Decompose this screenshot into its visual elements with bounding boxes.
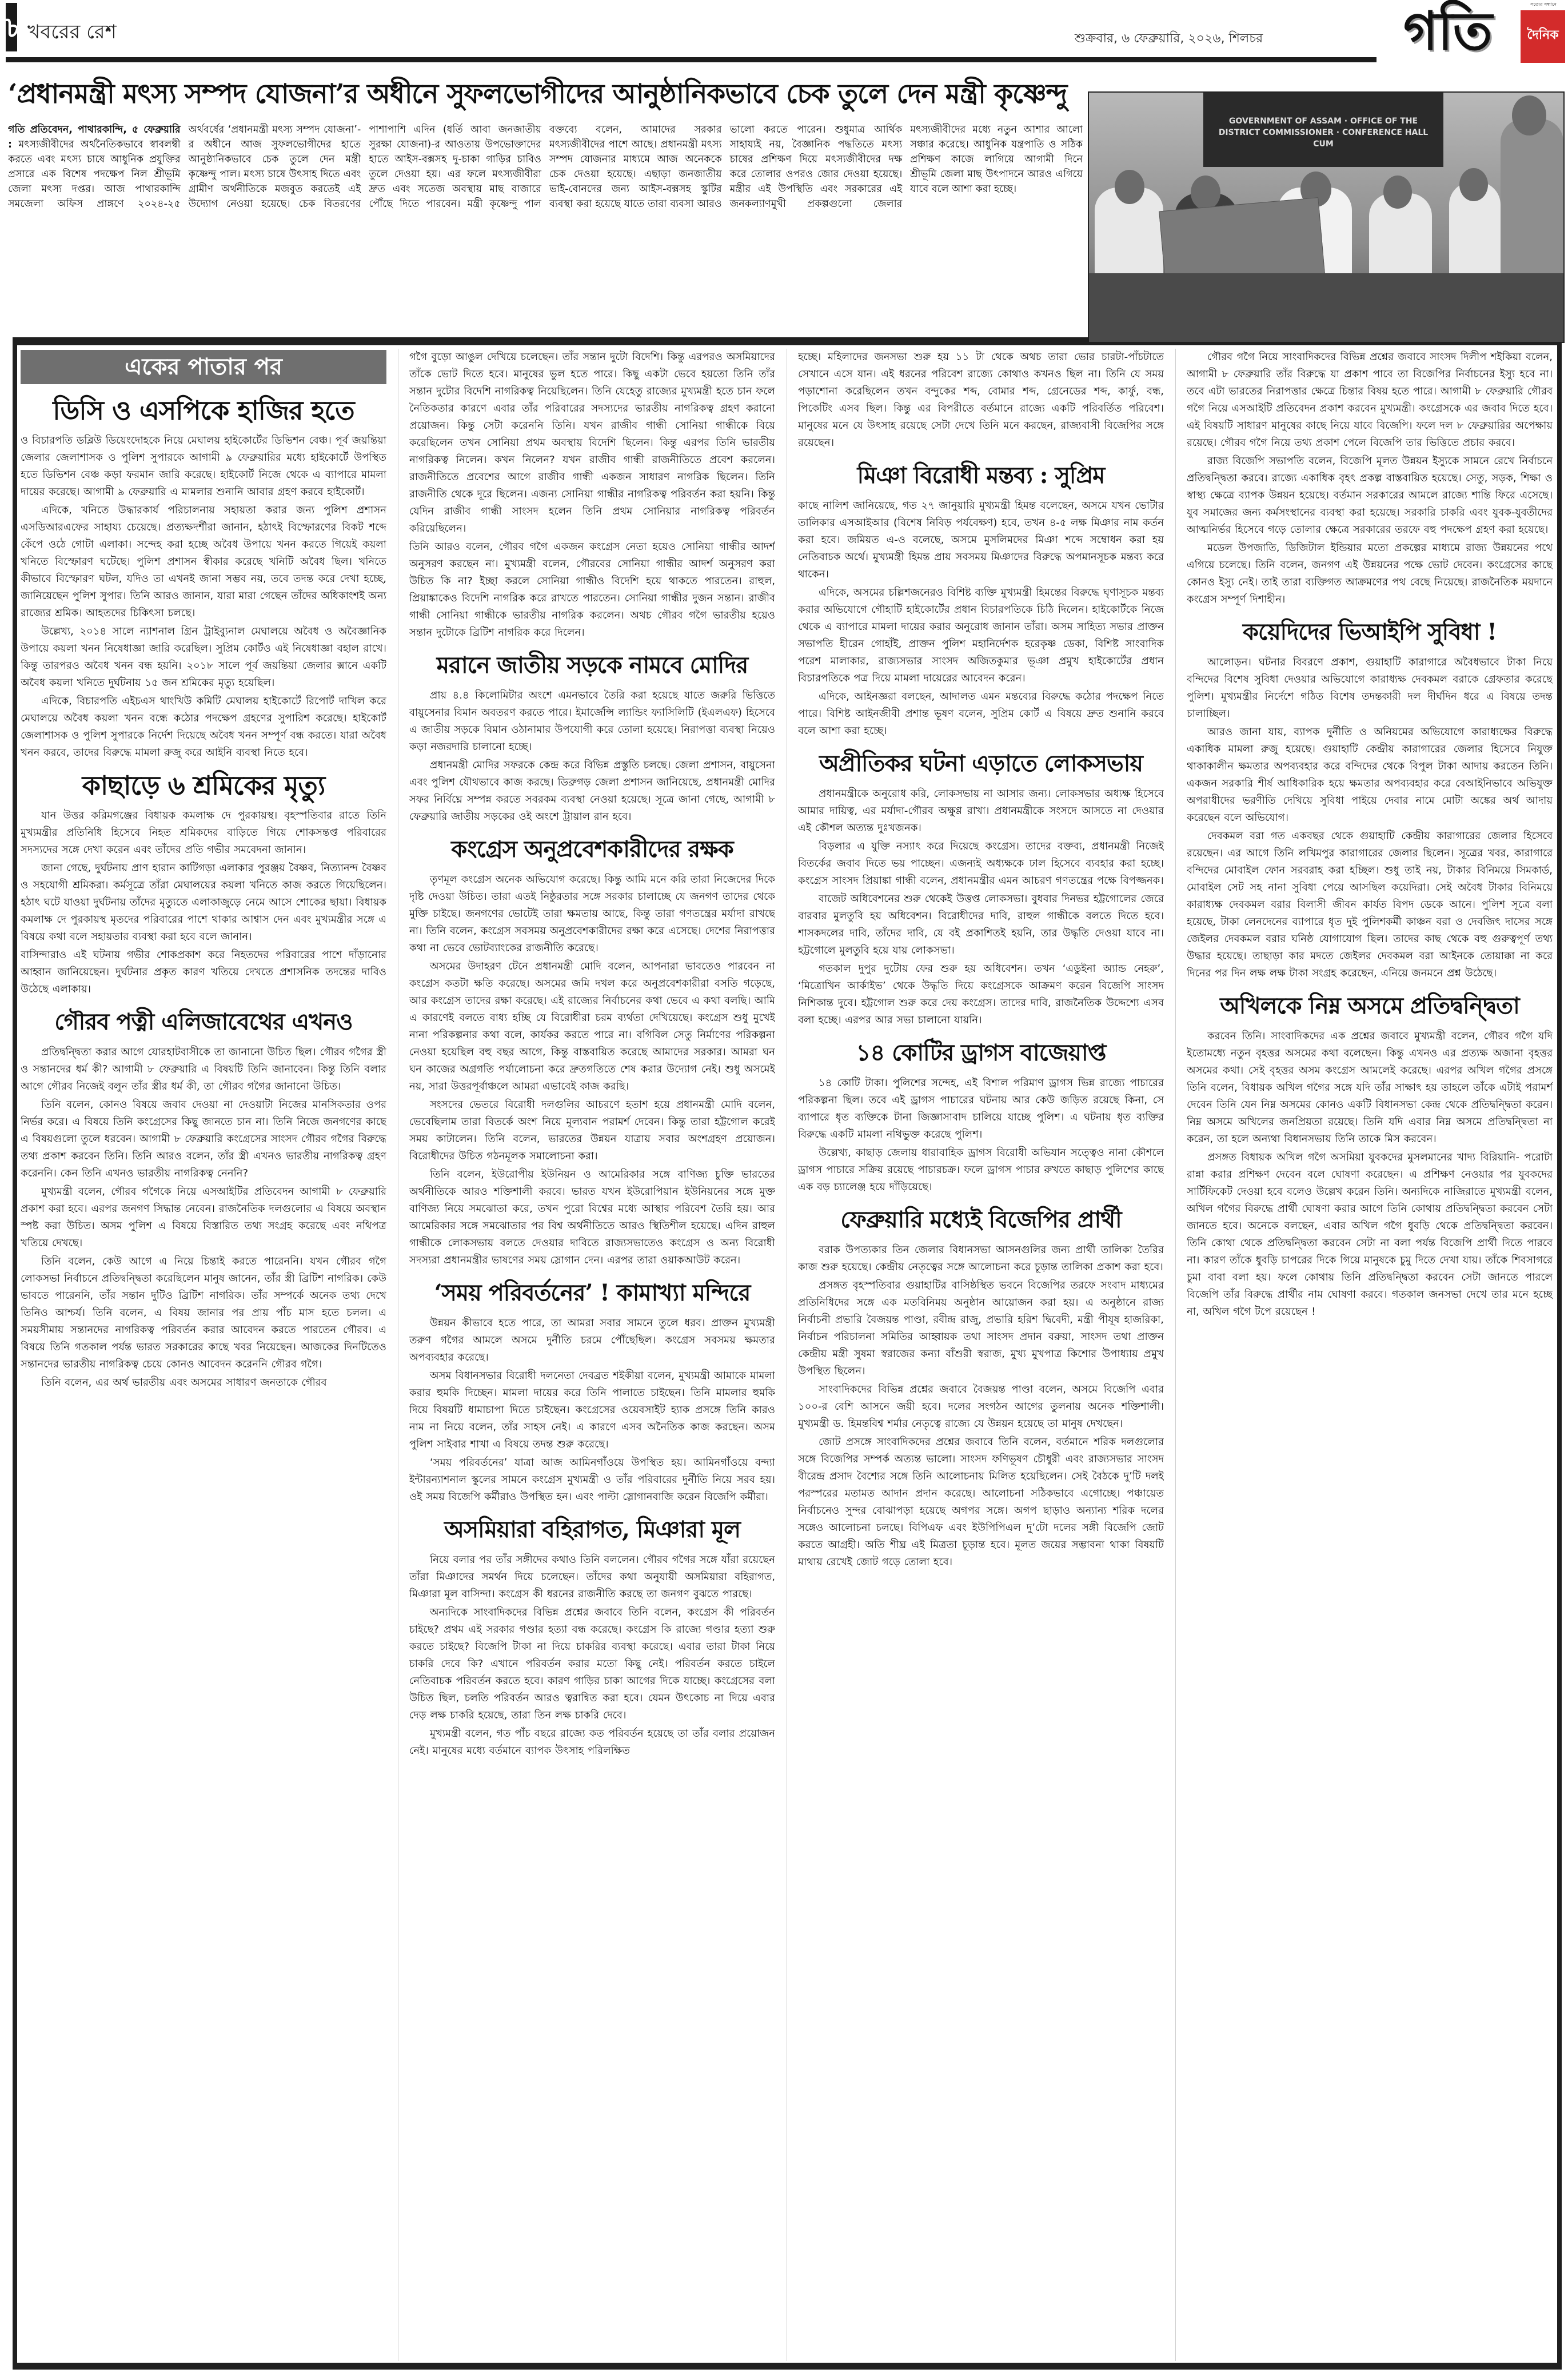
masthead [0, 0, 1568, 67]
story-paragraph: অসমের উদাহরণ টেনে প্রধানমন্ত্রী মোদি বলেন, আপনারা ভাবতেও পারবেন না কংগ্রেস কতটা ক্ষতি করেছে। অসমের জমি দখল করে অনুপ্রবেশকারীরা বসতি গড়েছে, আর কংগ্রেস তাদের রক্ষা করেছে। এই রাজ্যের নির্বাচনের কথা ভেবে এ কথা বলছি। আমি এ কারণেই বলতে বাধ্য হচ্ছি যে বিরোধীরা চরম ব্যর্থতা দেখিয়েছে। কংগ্রেস শুধু মুখেই নানা পরিকল্পনার কথা বলে, কার্যকর করতে পারে না। বগিবিল সেতু নির্মাণের পরিকল্পনা নেওয়া হয়েছিল বহু বছর আগে, কিন্তু বাস্তবায়িত করেছে আমাদের সরকার। আমরা ঘন ঘন কাজের অগ্রগতি পর্যালোচনা করে দ্রুতগতিতে শেষ করার উদ্যোগ নেই। শুধু অসমেই নয়, সারা উত্তরপূর্বাঞ্চলে আমরা এভাবেই কাজ করছি। [409, 960, 775, 1092]
story-bjp-candidates [798, 1202, 1164, 1571]
logo-tagline: সত্যের সন্ধানে [1530, 2, 1557, 7]
logo-dainik-badge: দৈনিক [1521, 10, 1565, 63]
photo-table [1089, 273, 1563, 342]
story-paragraph: যান উত্তর করিমগঞ্জের বিধায়ক কমলাক্ষ দে পুরকায়স্থ। বৃহস্পতিবার রাতে তিনি মুখ্যমন্ত্রীর প্রতিনিধি হিসেবে নিহত শ্রমিকদের বাড়িতে গিয়ে শোকসন্তপ্ত পরিবারের সদস্যদের সঙ্গে দেখা করেন এবং তাঁদের প্রতি গভীর সমবেদনা জানান। [21, 809, 386, 856]
story-paragraph: দেবকমল বরা গত একবছর থেকে গুয়াহাটি কেন্দ্রীয় কারাগারের জেলার হিসেবে রয়েছেন। এর আগে তিনি লখিমপুর কারাগারের জেলার ছিলেন। সূত্রের খবর, কারাগারে বন্দিদের মোবাইল ফোন সরবরাহ করা হচ্ছিল। শুধু তাই নয়, টাকার বিনিময়ে সিমকার্ড, মোবাইল সেট সহ নানা সুবিধা পেয়ে আসছিল কয়েদিরা। সেই অবৈধ টাকার বিনিময়ে কারাধ্যক্ষ দেবকমল বরার বিলাসী জীবন কার্যত বিপদ ডেকে আনে। পুলিশ সূত্রে বলা হয়েছে, টাকা লেনদেনের ব্যাপারে ধৃত দুই পুলিশকর্মী কাঞ্চন বরা ও দেবজিৎ দাসের সঙ্গে জেইলর দেবকমল বরার ঘনিষ্ঠ যোগাযোগ ছিল। তাদের কাছ থেকে বহু গুরুত্বপূর্ণ তথ্য উদ্ধার হয়েছে। তাছাড়া কার মদতে জেইলর দেবকমল বরা আইনকে তোয়াক্কা না করে দিনের পর দিন লক্ষ লক্ষ টাকা সংগ্রহ করেছেন, এনিয়ে জনমনে প্রশ্ন উঠেছে। [1187, 830, 1553, 979]
story-paragraph: জানা গেছে, দুর্ঘটনায় প্রাণ হারান কাটিগড়া এলাকার পুরঞ্জয় বৈষ্ণব, নিত্যানন্দ বৈষ্ণব ও সহযোগী শ্রমিকরা। কর্মসূত্রে তাঁরা মেঘালয়ের কয়লা খনিতে কাজ করতে গিয়েছিলেন। হঠাৎ ঘটে যাওয়া দুর্ঘটনায় তাঁদের মৃত্যুতে এলাকাজুড়ে নেমে আসে শোকের ছায়া। বিধায়ক কমলাক্ষ দে পুরকায়স্থ মৃতদের পরিবারের পাশে থাকার আশ্বাস দেন এবং মুখ্যমন্ত্রীর সঙ্গে এ বিষয়ে কথা বলে সহায়তার ব্যবস্থা করা হবে বলে জানান। [21, 862, 386, 943]
story-headline: অপ্রীতিকর ঘটনা এড়াতে লোকসভায় [819, 750, 1143, 777]
story-paragraph: প্রসঙ্গত বৃহস্পতিবার গুয়াহাটির বাসিষ্ঠস্থিত ভবনে বিজেপির তরফে সংবাদ মাধ্যমের প্রতিনিধিদের সঙ্গে এক মতবিনিময় অনুষ্ঠান আয়োজন করা হয়। এ অনুষ্ঠানে রাজ্য নির্বাচনী প্রভারি বৈজয়ন্ত পাণ্ডা, রবীন্দ্র রাজু, প্রভারি হরিশ দ্বিবেদী, মন্ত্রী পীযূষ হাজরিকা, নির্বাচন পরিচালনা সমিতির আহ্বায়ক তথা সাংসদ প্রদান বরুয়া, সাংসদ তথা প্রাক্তন কেন্দ্রীয় মন্ত্রী সুষমা স্বরাজের কন্যা বাঁশুরী স্বরাজ, মুখ্য মুখপাত্র কিশোর উপাধ্যায় প্রমুখ উপস্থিত ছিলেন। [798, 1279, 1164, 1377]
story-drugs-seized [798, 1035, 1164, 1196]
story-paragraph: উল্লেখ্য, কাছাড় জেলায় ধারাবাহিক ড্রাগস বিরোধী অভিযান সত্ত্বেও নানা কৌশলে ড্রাগস পাচারে সক্রিয় রয়েছে পাচারচক্র। ফলে ড্রাগস পাচার রুখতে কাছাড় পুলিশের কাছে এক বড় চ্যালেঞ্জ হয়ে দাঁড়িয়েছে। [798, 1147, 1164, 1193]
story-paragraph: আলোড়ন। ঘটনার বিবরণে প্রকাশ, গুয়াহাটি কারাগারে অবৈধভাবে টাকা নিয়ে বন্দিদের বিশেষ সুবিধা দেওয়ার অভিযোগে কারাধ্যক্ষ দেবকমল বরাকে গ্রেফতার করেছে পুলিশ। মুখ্যমন্ত্রীর নির্দেশে গঠিত বিশেষ তদন্তকারী দল দীর্ঘদিন ধরে এ বিষয়ে তদন্ত চালাচ্ছিল। [1187, 656, 1553, 720]
lead-dateline: গতি প্রতিবেদন, পাথারকান্দি, ৫ ফেব্রুয়ারি : [8, 124, 181, 150]
story-paragraph: উল্লেখ্য, ২০১৪ সালে ন্যাশনাল গ্রিন ট্রাইব্যুনাল মেঘালয়ে অবৈধ ও অবৈজ্ঞানিক উপায়ে কয়লা খনন নিষেধাজ্ঞা জারি করেছিল। সুপ্রিম কোর্টও এই নিষেধাজ্ঞা বহাল রাখে। কিন্তু তারপরও অবৈধ খনন বন্ধ হয়নি। ২০১৮ সালে পূর্ব জয়ন্তিয়া জেলার ক্সানে একটি অবৈধ কয়লা খনিতে দুর্ঘটনায় ১৫ জন শ্রমিকের মৃত্যু হয়েছিল। [21, 625, 386, 689]
story-headline: কয়েদিদের ভিআইপি সুবিধা ! [1243, 619, 1497, 645]
story-paragraph: প্রধানমন্ত্রীকে অনুরোধ করি, লোকসভায় না আসার জন্য। লোকসভার অধ্যক্ষ হিসেবে আমার দায়িত্ব, এর মর্যাদা-গৌরব অক্ষুণ্ণ রাখা। প্রধানমন্ত্রীকে সংসদে আসতে না দেওয়ার এই কৌশল অত্যন্ত দুঃখজনক। [798, 788, 1164, 834]
column-4 [1187, 349, 1553, 2361]
section-name: খবরের রেশ [27, 21, 117, 43]
story-paragraph: মুখ্যমন্ত্রী বলেন, গত পাঁচ বছরে রাজ্যে কত পরিবর্তন হয়েছে তা তাঁর বলার প্রয়োজন নেই। মানুষের মধ্যে বর্তমানে ব্যাপক উৎসাহ পরিলক্ষিত [409, 1728, 775, 1757]
column-divider [1175, 349, 1176, 2361]
photo-person-head [1191, 176, 1220, 210]
story-paragraph: তিনি বলেন, কোনও বিষয়ে জবাব দেওয়া না দেওয়াটা নিজের মানসিকতার ওপর নির্ভর করে। এ বিষয়ে তিনি কংগ্রেসের কিছু জানতে চান না। তিনি নিজে জনগণের কাছে এ বিষয়গুলো তুলে ধরবেন। আগামী ৮ ফেব্রুয়ারি কংগ্রেসের সাংসদ গৌরব গগৈর বিরুদ্ধে তথ্য প্রকাশ করবেন তিনি। তিনি আরও বলেন, তাঁর স্ত্রী এখনও ভারতীয় নাগরিকত্ব গ্রহণ করেননি। কেন তিনি এখনও ভারতীয় নাগরিকত্ব নেননি? [21, 1099, 386, 1179]
story-headline: অখিলকে নিম্ন অসমে প্রতিদ্বন্দ্বিতা [1220, 992, 1519, 1019]
story-paragraph: বরাক উপত্যকার তিন জেলার বিধানসভা আসনগুলির জন্য প্রার্থী তালিকা তৈরির কাজ শুরু হয়েছে। কেন্দ্রীয় নেতৃত্বের সঙ্গে আলোচনা করে চূড়ান্ত তালিকা প্রকাশ করা হবে। [798, 1244, 1164, 1273]
story-paragraph: প্রসঙ্গত বিধায়ক অখিল গগৈ অসমিয়া যুবকদের মুসলমানের খাদ্য বিরিয়ানি- পরোটা রান্না করার প্রশিক্ষণ দেবেন বলে ঘোষণা করেছেন। এ প্রশিক্ষণ নেওয়ার পর যুবকদের সার্টিফিকেট দেওয়া হবে বলেও উল্লেখ করেন তিনি। অন্যদিকে নাজিরাতে মুখ্যমন্ত্রী বলেন, অখিল গগৈর বিরুদ্ধে প্রার্থী ঘোষণা করার আগে তিনি কোথায় প্রতিদ্বন্দ্বিতা করবেন সেটা জানতে হবে। অনেকে বলছেন, এবার অখিল গগৈ ধুবড়ি থেকে প্রতিদ্বন্দ্বিতা করবেন। তিনি কোথা থেকে প্রতিদ্বন্দ্বিতা করবেন সেটা না বলা পর্যন্ত বিজেপি প্রার্থী দিতে পারবে না। কারণ তাঁকে ধুবড়ি চাপরের দিকে গিয়ে মানুষকে চুমু দিতে দেখা যায়। তাঁকে শিবসাগরে চুমা বাবা বলা হয়। ফলে কোথায় তিনি প্রতিদ্বন্দ্বিতা করবেন সেটা জানতে পারলে বিজেপি তাঁর বিরুদ্ধে প্রার্থীর নাম ঘোষণা করবে। গতকাল জনসভা দেখে তার মনে হচ্ছে না, অখিল গগৈ টপে রয়েছেন ! [1187, 1151, 1553, 1318]
story-moran-highway [409, 647, 775, 825]
story-headline: মরানে জাতীয় সড়কে নামবে মোদির [436, 652, 748, 679]
story-paragraph: বাজেট অধিবেশনের শুরু থেকেই উত্তপ্ত লোকসভা। বুধবার দিনভর হট্টগোলের জেরে বারবার মুলতুবি হয় অধিবেশন। বিরোধীদের দাবি, রাহুল গান্ধীকে বলতে দিতে হবে। শাসকদলের দাবি, তাঁদের দাবি, যে বই প্রকাশিতই হয়নি, তার উদ্ধৃতি দেওয়া যাবে না। হট্টগোলে মুলতুবি হয়ে যায় লোকসভা। [798, 893, 1164, 956]
photo-person-head [1459, 168, 1488, 201]
story-paragraph: ‘সময় পরিবর্তনের’ যাত্রা আজ আমিনগাঁওয়ে উপস্থিত হয়। আমিনগাঁওয়ে বন্দ্যা ইন্টারন্যাশনাল স্কুলের সামনে কংগ্রেস মুখ্যমন্ত্রী ও তাঁর পরিবারের দুর্নীতি নিয়ে সরব হয়। ওই সময় বিজেপি কর্মীরাও উপস্থিত হন। এবং পাল্টা স্লোগানবাজি করেন বিজেপি কর্মীরা। [409, 1457, 775, 1503]
story-paragraph: ১৪ কোটি টাকা। পুলিশের সন্দেহ, এই বিশাল পরিমাণ ড্রাগস ভিন্ন রাজ্যে পাচারের পরিকল্পনা ছিল। তবে এই ড্রাগস পাচারের ঘটনায় আর কেউ জড়িত রয়েছে কিনা, সে ব্যাপারে ধৃত ব্যক্তিকে টানা জিজ্ঞাসাবাদ চালিয়ে যাচ্ছে পুলিশ। এ ঘটনায় ধৃত ব্যক্তির বিরুদ্ধে একটি মামলা নথিভুক্ত করেছে পুলিশ। [798, 1077, 1164, 1140]
header-rule [6, 57, 1377, 62]
column-3 [798, 349, 1164, 2361]
story-paragraph: ও বিচারপতি ডব্লিউ ডিয়েংদোহকে নিয়ে মেঘালয় হাইকোর্টের ডিভিশন বেঞ্চ। পূর্ব জয়ন্তিয়া জেলার জেলাশাসক ও পুলিশ সুপারকে আগামী ৯ ফেব্রুয়ারির মধ্যে হাইকোর্টে উপস্থিত হতে ডিভিশন বেঞ্চ কড়া ফরমান জারি করেছে। হাইকোর্ট নিজে থেকে এ ব্যাপারে মামলা দায়ের করেছে। আগামী ৯ ফেব্রুয়ারি এ মামলার শুনানি আবার গ্রহণ করবে হাইকোর্ট। [21, 434, 386, 498]
story-dc-sp [21, 392, 386, 761]
story-paragraph: করবেন তিনি। সাংবাদিকদের এক প্রশ্নের জবাবে মুখ্যমন্ত্রী বলেন, গৌরব গগৈ যদি ইতোমধ্যে নতুন বৃহত্তর অসমের কথা বলেছেন। কিন্তু এখনও এর প্রত্যক্ষ অজানা বৃহত্তর অসমের কথা। সেই বৃহত্তর অসম কংগ্রেস আমলেই করেছে। এরপর অখিল গগৈর প্রসঙ্গে তিনি বলেন, বিধায়ক অখিল গগৈর সঙ্গে যদি তাঁর সাক্ষাৎ হয় তাহলে তাঁকে এটাই পরামর্শ দেবেন তিনি যেন নিম্ন অসমের কোনও একটি বিধানসভা কেন্দ্র থেকে প্রতিদ্বন্দ্বিতা করেন। নিম্ন অসমে অখিলের জনপ্রিয়তা রয়েছে। তিনি যদি এবার নিম্ন অসমে প্রতিদ্বন্দ্বিতা না করেন, তা হলে অন্যথা বিধানসভায় তিনি তাকে মিস করবেন। [1187, 1030, 1553, 1145]
story-paragraph: রাজ্য বিজেপি সভাপতি বলেন, বিজেপি মূলত উন্নয়ন ইস্যুকে সামনে রেখে নির্বাচনে প্রতিদ্বন্দ্বিতা করবে। রাজ্যে একাধিক বৃহৎ প্রকল্প বাস্তবায়িত হয়েছে। সেতু, সড়ক, শিক্ষা ও স্বাস্থ্য ক্ষেত্রে ব্যাপক উন্নয়ন হয়েছে। বর্তমান সরকারের আমলে রাজ্যে শান্তি ফিরে এসেছে। যুব সমাজের জন্য কর্মসংস্থানের ব্যবস্থা করা হয়েছে। সরকারি চাকরি এবং যুবক-যুবতীদের আত্মনির্ভর হিসেবে গড়ে তোলার ক্ষেত্রে সরকারের তরফে বহু পদক্ষেপ গ্রহণ করা হয়েছে। [1187, 455, 1553, 536]
continued-banner: একের পাতার পর [21, 350, 386, 384]
photo-person-head [1383, 176, 1412, 209]
story-paragraph: সংসদের ভেতরে বিরোধী দলগুলির আচরণে হতাশ হয়ে প্রধানমন্ত্রী মোদি বলেন, ভেবেছিলাম তারা বিতর্কে অংশ নিয়ে মূল্যবান পরামর্শ দেবেন। কিন্তু তারা হট্টগোল করেই সময় কাটালেন। তিনি বলেন, ভারতের উন্নয়ন যাত্রায় সবার অংশগ্রহণ প্রয়োজন। বিরোধীদের উচিত গঠনমূলক সমালোচনা করা। [409, 1099, 775, 1162]
column-1 [21, 389, 386, 2355]
story-paragraph: নিয়ে বলার পর তাঁর সঙ্গীদের কথাও তিনি বললেন। গৌরব গগৈর সঙ্গে যাঁরা রয়েছেন তাঁরা মিঞাদের সমর্থন দিয়ে চলেছেন। তাঁদের কথা অনুযায়ী অসমিয়ারা বহিরাগত, মিঞারা মূল বাসিন্দা। কংগ্রেস কী ধরনের রাজনীতি করছে তা জনগণ বুঝতে পারছে। [409, 1554, 775, 1600]
story-paragraph: গৌরব গগৈ নিয়ে সাংবাদিকদের বিভিন্ন প্রশ্নের জবাবে সাংসদ দিলীপ শইকিয়া বলেন, আগামী ৮ ফেব্রুয়ারি তাঁর বিরুদ্ধে যা প্রকাশ পাবে তা বিজেপির নির্বাচনের ইস্যু হবে না। তবে এটা ভারতের নিরাপত্তার ক্ষেত্রে চিন্তার বিষয় হতে পারে। আগামী ৮ ফেব্রুয়ারি গৌরব গগৈ নিয়ে এসআইটি প্রতিবেদন প্রকাশ করবেন মুখ্যমন্ত্রী। কংগ্রেসকে এর জবাব দিতে হবে। এই বিষয়টি সাধারণ মানুষের কাছে নিয়ে যাবে বিজেপি। ফলে দল ৮ ফেব্রুয়ারির অপেক্ষায় রয়েছে। গৌরব গগৈ নিয়ে তথ্য প্রকাশ পেলে বিজেপি তার ভিত্তিতে প্রচার করবে। [1187, 351, 1553, 449]
page-number: ৮ [6, 11, 25, 44]
story-paragraph: বাসিন্দারাও এই ঘটনায় গভীর শোকপ্রকাশ করে নিহতদের পরিবারের পাশে দাঁড়ানোর আহ্বান জানিয়েছেন। দুর্ঘটনার প্রকৃত কারণ খতিয়ে দেখতে প্রশাসনিক তদন্তের দাবিও উঠেছে এলাকায়। [21, 949, 386, 995]
story-paragraph: এদিকে, খনিতে উদ্ধারকার্য পরিচালনায় সহায়তা করার জন্য পুলিশ প্রশাসন এসডিআরএফের সাহায্য চেয়েছে। প্রত্যক্ষদর্শীরা জানান, হঠাৎই বিস্ফোরণের বিকট শব্দে কেঁপে ওঠে গোটা এলাকা। সন্দেহ করা হচ্ছে অবৈধ উপায়ে খনন করতে গিয়েই কয়লা খনিতে বিস্ফোরণ ঘটেছে। পুলিশ প্রশাসন স্বীকার করেছে খনিটি অবৈধ ছিল। খনিতে কীভাবে বিস্ফোরণ ঘটল, যদিও তা এখনই জানা সম্ভব নয়, তবে তদন্ত করে দেখা হচ্ছে, জানিয়েছেন পুলিশ সুপার। তিনি আরও জানান, যারা মারা গেছেন তাঁদের অধিকাংশই অন্য রাজ্যের শ্রমিক। আহতদের চিকিৎসা চলছে। [21, 504, 386, 619]
story-assamese-outsiders [409, 1511, 775, 1760]
story-bjp-continued [1187, 349, 1553, 608]
photo-person-head [1512, 95, 1546, 135]
story-gaurav-continued [409, 349, 775, 641]
story-loksabha [798, 745, 1164, 1029]
story-paragraph: তিনি বলেন, কেউ আগে এ নিয়ে চিন্তাই করতে পারেননি। যখন গৌরব গগৈ লোকসভা নির্বাচনে প্রতিদ্বন্দ্বিতা করেছিলেন মানুষ জানেন, তাঁর স্ত্রী ব্রিটিশ নাগরিক। কেউ ভাবতে পারেননি, তাঁর সন্তান দুটিও ব্রিটিশ নাগরিক। তাঁর সম্পর্কে অনেক তথ্য দেখে তিনিও আশ্চর্য। তিনি বলেন, এ বিষয় জানার পর প্রায় পাঁচ মাস হতে চলল। এ সময়সীমায় সন্তানদের নাগরিকত্ব পরিবর্তন করার আবেদন করতে পারতেন গৌরব। এ বিষয়ে তিনি গতকাল পর্যন্ত ভারত সরকারের কাছে খবর নিয়েছেন। আজকের দিনটিতেও সন্তানদের ভারতীয় নাগরিকত্ব চেয়ে কোনও আবেদন করেননি গৌরব গগৈ। [21, 1255, 386, 1370]
column-2 [409, 349, 775, 2361]
story-headline: ফেব্রুয়ারি মধ্যেই বিজেপির প্রার্থী [840, 1206, 1122, 1233]
story-paragraph: তৃণমূল কংগ্রেস অনেক অভিযোগ করেছে। কিন্তু আমি মনে করি তারা নিজেদের দিকে দৃষ্টি দেওয়া উচিত। তারা এতই নিষ্ঠুরতার সঙ্গে সরকার চালাচ্ছে যে জনগণ তাদের থেকে মুক্তি চাইছে। জনগণের ভোটেই তারা ক্ষমতায় আছে, কিন্তু তারা গণতন্ত্রের মর্যাদা রাখছে না। তিনি বলেন, কংগ্রেস সবসময় অনুপ্রবেশকারীদের রক্ষা করে এসেছে। দেশের নিরাপত্তার কথা না ভেবে ভোটব্যাংকের রাজনীতি করেছে। [409, 874, 775, 954]
date-line: শুক্রবার, ৬ ফেব্রুয়ারি, ২০২৬, শিলচর [1075, 31, 1263, 46]
story-paragraph: গগৈ বুড়ো আঙুল দেখিয়ে চলেছেন। তাঁর সন্তান দুটো বিদেশি। কিন্তু এরপরও অসমিয়াদের তাঁকে ভোট দিতে হবে। মানুষের ভুল হতে পারে। কিছু একটা ভেবে হয়তো তিনি তাঁর সন্তান দুটোর বিদেশি নাগরিকত্ব নিয়েছিলেন। তিনি যেহেতু রাজ্যের মুখ্যমন্ত্রী হতে চান ফলে নৈতিকতার কারণে এবার তাঁর পরিবারের সদস্যদের ভারতীয় নাগরিকত্ব গ্রহণ করানো প্রয়োজন। কিন্তু সেটা করেননি তিনি। যখন রাজীব গান্ধী সোনিয়া গান্ধীকে বিয়ে করেছিলেন তখন সোনিয়া প্রথম অবস্থায় বিদেশি ছিলেন। কিন্তু এরপর তিনি ভারতীয় নাগরিকত্ব নিলেন। কখন নিলেন? যখন রাজীব গান্ধী রাজনীতিতে প্রবেশ করলেন। রাজনীতিতে প্রবেশের আগে রাজীব গান্ধী একজন সাধারণ নাগরিক ছিলেন। তিনি রাজনীতি থেকে দূরে ছিলেন। এজন্য সোনিয়া গান্ধীর নাগরিকত্ব পরিবর্তন করা হয়নি। কিন্তু যেদিন রাজীব গান্ধী সাংসদ হলেন তিনি প্রথম সোনিয়ার নাগরিকত্ব পরিবর্তন করিয়েছিলেন। [409, 351, 775, 535]
story-headline: ডিসি ও এসপিকে হাজির হতে [53, 395, 354, 426]
story-paragraph: কাছে নালিশ জানিয়েছে, গত ২৭ জানুয়ারি মুখ্যমন্ত্রী হিমন্ত বলেছেন, অসমে যখন ভোটার তালিকার এসআইআর (বিশেষ নিবিড় পর্যবেক্ষণ) হবে, তখন ৪-৫ লক্ষ মিঞার নাম কর্তন করা হবে। জমিয়ত এ-ও বলেছে, অসমে মুসলিমদের মিঞা শব্দে সম্বোধন করা হয় নেতিবাচক অর্থে। মুখ্যমন্ত্রী হিমন্ত প্রায় সবসময় মিঞাদের বিরুদ্ধে অপমানসূচক মন্তব্য করে থাকেন। [798, 500, 1164, 580]
story-paragraph: প্রধানমন্ত্রী মোদির সফরকে কেন্দ্র করে বিভিন্ন প্রস্তুতি চলছে। জেলা প্রশাসন, বায়ুসেনা এবং পুলিশ যৌথভাবে কাজ করছে। ডিব্রুগড় জেলা প্রশাসন জানিয়েছে, প্রধানমন্ত্রী মোদির সফর নির্বিঘ্নে সম্পন্ন করতে সবরকম ব্যবস্থা নেওয়া হয়েছে। সূত্রে জানা গেছে, আগামী ৮ ফেব্রুয়ারি জাতীয় সড়কের ওই অংশে ট্রায়াল রান হবে। [409, 759, 775, 823]
story-assamese-continued [798, 349, 1164, 452]
story-paragraph: প্রায় ৪.৪ কিলোমিটার অংশে এমনভাবে তৈরি করা হয়েছে যাতে জরুরি ভিত্তিতে বায়ুসেনার বিমান অবতরণ করতে পারে। ইমার্জেন্সি ল্যান্ডিং ফ্যাসিলিটি (ইএলএফ) হিসেবে এ জাতীয় সড়কে বিমান ওঠানামার উপযোগী করে তোলা হয়েছে। নিরাপত্তা ব্যবস্থা নিয়েও কড়া নজরদারি চালানো হচ্ছে। [409, 689, 775, 753]
story-paragraph: আরও জানা যায়, ব্যাপক দুর্নীতি ও অনিয়মের অভিযোগে কারাধ্যক্ষের বিরুদ্ধে একাধিক মামলা রুজু হয়েছে। গুয়াহাটি কেন্দ্রীয় কারাগারের জেলার হিসেবে নিযুক্ত থাকাকালীন ক্ষমতার অপব্যবহার করে বন্দিদের থেকে বিপুল টাকা আদায় করতেন তিনি। একজন সরকারি শীর্ষ আধিকারিক হয়ে ক্ষমতার অপব্যবহার করে বেআইনিভাবে অভিযুক্ত অপরাধীদের ভরণীতি দেখিয়ে সুবিধা পাইয়ে দেবার নামে মোটা অঙ্কের অর্থ আদায় করেছেন বলে অভিযোগ। [1187, 726, 1553, 824]
story-paragraph: সাংবাদিকদের বিভিন্ন প্রশ্নের জবাবে বৈজয়ন্ত পাণ্ডা বলেন, অসমে বিজেপি এবার ১০০-র বেশি আসনে জয়ী হবে। দলের সংগঠন আগের তুলনায় অনেক শক্তিশালী। মুখ্যমন্ত্রী ড. হিমন্তবিশ্ব শর্মার নেতৃত্বে রাজ্যে যে উন্নয়ন হয়েছে তা মানুষ দেখছেন। [798, 1383, 1164, 1430]
story-paragraph: প্রতিদ্বন্দ্বিতা করার আগে যোরহাটবাসীকে তা জানানো উচিত ছিল। গৌরব গগৈর স্ত্রী ও সন্তানদের ধর্ম কী? আগামী ৮ ফেব্রুয়ারি এ বিষয়টি তিনি জানাবেন। কিন্তু তিনি বলার আগে গৌরব নিজেই বলুন তাঁর স্ত্রীর ধর্ম কী, তা গৌরব গগৈর জানানো উচিত। [21, 1046, 386, 1092]
story-paragraph: তিনি বলেন, ইউরোপীয় ইউনিয়ন ও আমেরিকার সঙ্গে বাণিজ্য চুক্তি ভারতের অর্থনীতিকে আরও শক্তিশালী করবে। ভারত যখন ইউরোপিয়ান ইউনিয়নের সঙ্গে মুক্ত বাণিজ্য নিয়ে সমঝোতা করে, তখন পুরো বিশ্বের মধ্যে আস্থার পরিবেশ তৈরি হয়। আর আমেরিকার সঙ্গে সমঝোতার পর বিশ্ব অর্থনীতিতে আরও স্থিতিশীল হয়েছে। এদিন রাহুল গান্ধীকে লোকসভায় বলতে দেওয়ার দাবিতে রাজ্যসভাতেও কংগ্রেস ও অন্য বিরোধী সদস্যরা প্রধানমন্ত্রীর ভাষণের সময় স্লোগান দেন। এরপর তারা ওয়াকআউট করেন। [409, 1168, 775, 1266]
story-paragraph: মুখ্যমন্ত্রী বলেন, গৌরব গগৈকে নিয়ে এসআইটির প্রতিবেদন আগামী ৮ ফেব্রুয়ারি প্রকাশ করা হবে। এরপর জনগণ সিদ্ধান্ত নেবেন। রাজনৈতিক দলগুলোর এ বিষয়ে অবস্থান স্পষ্ট করা উচিত। অসম পুলিশ এ বিষয়ে বিস্তারিত তথ্য সংগ্রহ করেছে এবং নথিপত্র খতিয়ে দেখছে। [21, 1186, 386, 1249]
lead-headline: ‘প্রধানমন্ত্রী মৎস্য সম্পদ যোজনা’র অধীনে সুফলভোগীদের আনুষ্ঠানিকভাবে চেক তুলে দেন মন্ত্রী কৃষ্ণেন্দু [8, 78, 1067, 110]
lead-photo [1088, 91, 1565, 343]
story-cachar-workers [21, 767, 386, 998]
story-headline: কাছাড়ে ৬ শ্রমিকের মৃত্যু [82, 770, 325, 801]
story-paragraph: মডেল উপজাতি, ডিজিটাল ইন্ডিয়ার মতো প্রকল্পের মাধ্যমে রাজ্য উন্নয়নের পথে এগিয়ে চলেছে। তিনি বলেন, জনগণ এই উন্নয়নের পক্ষে ভোট দেবেন। কংগ্রেসের কাছে কোনও ইস্যু নেই। তাই তারা ব্যক্তিগত আক্রমণের পথ বেছে নিয়েছে। রাজনৈতিক ময়দানে কংগ্রেস সম্পূর্ণ দিশাহীন। [1187, 542, 1553, 605]
story-gaurav-wife [21, 1004, 386, 1391]
story-headline: মিঞা বিরোধী মন্তব্য : সুপ্রিম [857, 462, 1105, 489]
photo-banner-text: GOVERNMENT OF ASSAM · OFFICE OF THE DISTRICT COMMISSIONER · CONFERENCE HALL CUM [1218, 117, 1429, 149]
story-akhil-lower-assam [1187, 988, 1553, 1321]
story-miya-remark [798, 457, 1164, 740]
photo-person-head [1115, 170, 1144, 204]
story-congress-infiltrators [409, 831, 775, 1269]
story-headline: ‘সময় পরিবর্তনের’ ! কামাখ্যা মন্দিরে [434, 1279, 751, 1306]
story-paragraph: অসম বিধানসভার বিরোধী দলনেতা দেবব্রত শইকীয়া বলেন, মুখ্যমন্ত্রী আমাকে মামলা করার হুমকি দিচ্ছেন। মামলা দায়ের করে তিনি পালাতে চাইছেন। তিনি মামলার হুমকি দিয়ে বিষয়টি ধামাচাপা দিতে চাইছেন। কংগ্রেসের ওয়েবসাইট হ্যাক প্রসঙ্গে তিনি কারও নাম না নিয়ে বলেন, তাঁর সাহস নেই। এ কারণে এসব অনৈতিক কাজ করছেন। অসম পুলিশ সাইবার শাখা এ বিষয়ে তদন্ত শুরু করেছে। [409, 1370, 775, 1450]
story-prisoners-vip [1187, 614, 1553, 982]
story-headline: কংগ্রেস অনুপ্রবেশকারীদের রক্ষক [451, 836, 733, 863]
story-headline: অসমিয়ারা বহিরাগত, মিঞারা মূল [444, 1516, 740, 1543]
story-headline: ১৪ কোটির ড্রাগস বাজেয়াপ্ত [856, 1039, 1106, 1066]
story-paragraph: এদিকে, বিচারপতি এইচএস থাংখিউ কমিটি মেঘালয় হাইকোর্টে রিপোর্ট দাখিল করে মেঘালয়ে অবৈধ কয়লা খনন বন্ধে কঠোর পদক্ষেপ গ্রহণের সুপারিশ করেছে। হাইকোর্ট জেলাশাসক ও পুলিশ সুপারকে নির্দেশ দিয়েছে অবৈধ খনন সম্পূর্ণ বন্ধ করতে। যারা অবৈধ খনন করবে, তাদের বিরুদ্ধে মামলা রুজু করে আইনি ব্যবস্থা নিতে হবে। [21, 695, 386, 759]
story-paragraph: উন্নয়ন কীভাবে হতে পারে, তা আমরা সবার সামনে তুলে ধরব। প্রাক্তন মুখ্যমন্ত্রী তরুণ গগৈর আমলে অসমে দুর্নীতি চরমে পৌঁছেছিল। কংগ্রেস সবসময় ক্ষমতার অপব্যবহার করেছে। [409, 1317, 775, 1363]
story-paragraph: এদিকে, আইনজ্ঞরা বলছেন, আদালত এমন মন্তব্যের বিরুদ্ধে কঠোর পদক্ষেপ নিতে পারে। বিশিষ্ট আইনজীবী প্রশান্ত ভূষণ বলেন, সুপ্রিম কোর্ট এ বিষয়ে দ্রুত শুনানি করবে বলে আশা করা হচ্ছে। [798, 691, 1164, 737]
story-paragraph: তিনি আরও বলেন, গৌরব গগৈ একজন কংগ্রেস নেতা হয়েও সোনিয়া গান্ধীর আদর্শ অনুসরণ করছেন না। মুখ্যমন্ত্রী বলেন, গৌরবের সোনিয়া গান্ধীর আদর্শ অনুসরণ করা উচিত কি না? ইচ্ছা করলে সোনিয়া গান্ধীও বিদেশি হয়ে থাকতে পারতেন। রাহুল, প্রিয়াঙ্কাকেও বিদেশি নাগরিক করে রাখতে পারতেন। সোনিয়া গান্ধীর দুজন সন্তান। রাজীব গান্ধী সোনিয়া গান্ধীকে ভারতীয় নাগরিক করলেন। অথচ গৌরব গগৈ ভারতীয় হয়েও সন্তান দুটোকে ব্রিটিশ নাগরিক করে দিলেন। [409, 541, 775, 639]
story-paragraph: জোট প্রসঙ্গে সাংবাদিকদের প্রশ্নের জবাবে তিনি বলেন, বর্তমানে শরিক দলগুলোর সঙ্গে বিজেপির সম্পর্ক অত্যন্ত ভালো। সাংসদ ফণিভূষণ চৌধুরী এবং রাজ্যসভার সাংসদ বীরেন্দ্র প্রসাদ বৈশ্যের সঙ্গে তিনি আলোচনায় মিলিত হয়েছিলেন। সেই বৈঠকে দু’টি দলই পরস্পরের মতামত আদান প্রদান করেছে। আলোচনা সঠিকভাবে এগোচ্ছে। পঞ্চায়েত নির্বাচনেও সুন্দর বোঝাপড়া হয়েছে অগপর সঙ্গে। অগপ ছাড়াও অন্যান্য শরিক দলের সঙ্গেও আলোচনা চলছে। বিপিএফ এবং ইউপিপিএল দু’টো দলের সঙ্গী বিজেপি জোট করতে আগ্রহী। অতি শীঘ্র এই মিত্রতা চূড়ান্ত হবে। মূলত জয়ের সম্ভাবনা থাকা বিষয়টি মাথায় রেখেই জোট গড়ে তোলা হবে। [798, 1436, 1164, 1568]
story-paragraph: তিনি বলেন, এর অর্থ ভারতীয় এবং অসমের সাধারণ জনতাকে গৌরব [41, 1377, 327, 1389]
newspaper-logo: গতি [1403, 0, 1493, 62]
story-paragraph: গতকাল দুপুর দুটোয় ফের শুরু হয় অধিবেশন। তখন ‘এডুইনা অ্যান্ড নেহরু’, ‘মিত্রোখিন আর্কাইভ’ থেকে উদ্ধৃতি দিয়ে কংগ্রেসকে আক্রমণ করেন বিজেপি সাংসদ নিশিকান্ত দুবে। হট্টগোল শুরু করে দেয় কংগ্রেস। তাদের দাবি, রাজনৈতিক উদ্দেশ্যে এসব বলা হচ্ছে। এরপর আর সভা চালানো যায়নি। [798, 963, 1164, 1026]
story-paragraph: হচ্ছে। মহিলাদের জনসভা শুরু হয় ১১ টা থেকে অথচ তারা ভোর চারটা-পাঁচটাতে সেখানে এসে যান। এই ধরনের পরিবেশ রাজ্যে কোথাও কখনও ছিল না। তিনি যে সময় পড়াশোনা করেছিলেন তখন বন্দুকের শব্দ, বোমার শব্দ, গ্রেনেডের শব্দ, কার্ফু, বন্ধ, পিকেটিং এসব ছিল। কিন্তু এর বিপরীতে বর্তমানে রাজ্যে একটি পরিবর্তিত পরিবেশ। মানুষের মনে যে উৎসাহ রয়েছে সেটা দেখে তিনি মনে করছেন, রাজ্যবাসী বিজেপির সঙ্গে রয়েছেন। [798, 351, 1164, 449]
lead-body [8, 122, 1083, 317]
story-paragraph: অন্যদিকে সাংবাদিকদের বিভিন্ন প্রশ্নের জবাবে তিনি বলেন, কংগ্রেস কী পরিবর্তন চাইছে? প্রথম এই সরকার গণ্ডার হত্যা বন্ধ করেছে। কংগ্রেস কি রাজ্যে গণ্ডার হত্যা শুরু করতে চাইছে? বিজেপি টাকা না দিয়ে চাকরির ব্যবস্থা করেছে। এবার তারা টাকা নিয়ে চাকরি দেবে কি? এখানে পরিবর্তন করার মতো কিছু নেই। পরিবর্তন করতে চাইলে নেতিবাচক পরিবর্তন করতে হবে। কারণ গাড়ির চাকা আগের দিকে যাচ্ছে। কংগ্রেসের বলা উচিত ছিল, চলতি পরিবর্তন আরও ত্বরান্বিত করা হবে। যেমন উৎকোচ না দিয়ে এবার দেড় লক্ষ চাকরি হয়েছে, তারা তিন লক্ষ চাকরি দেবে। [409, 1606, 775, 1721]
story-paragraph: বিড়লার এ যুক্তি নস্যাৎ করে দিয়েছে কংগ্রেস। তাদের বক্তব্য, প্রধানমন্ত্রী নিজেই বিতর্কের জবাব দিতে ভয় পাচ্ছেন। এজন্যই অধ্যক্ষকে ঢাল হিসেবে ব্যবহার করা হচ্ছে। কংগ্রেস সাংসদ প্রিয়াঙ্কা গান্ধী বলেন, প্রধানমন্ত্রীর এমন আচরণ গণতন্ত্রের পক্ষে বিপজ্জনক। [798, 840, 1164, 887]
lead-text: মৎস্যজীবীদের অর্থনৈতিকভাবে স্বাবলম্বী করতে এবং মৎস্য চাষে আধুনিক প্রযুক্তির প্রসারে এক বিশেষ পদক্ষেপ নিল শ্রীভূমি জেলা মৎস্য দপ্তর। আজ পাথারকান্দি সমজেলা অফিস প্রাঙ্গণে ২০২৪-২৫ অর্থবর্ষের ‘প্রধানমন্ত্রী মৎস্য সম্পদ যোজনা’-র অধীনে আজ সুফলভোগীদের হাতে আনুষ্ঠানিকভাবে চেক তুলে দেন মন্ত্রী কৃষ্ণেন্দু পাল। মৎস্য চাষে উৎসাহ দিতে এবং গ্রামীণ অর্থনীতিকে মজবুত করতেই এই উদ্যোগ নেওয়া হয়েছে। চেক বিতরণের পাশাপাশি এদিন (ধর্তি আবা জনজাতীয় সুরক্ষা যোজনা)-র আওতায় উপভোক্তাদের হাতে আইস-বক্সসহ দু-চাকা গাড়ির চাবিও তুলে দেওয়া হয়। এর ফলে মৎস্যজীবীরা দ্রুত এবং সতেজ অবস্থায় মাছ বাজারে পৌঁছে দিতে পারবেন। মন্ত্রী কৃষ্ণেন্দু পাল বক্তব্যে বলেন, আমাদের সরকার মৎস্যজীবীদের পাশে আছে। প্রধানমন্ত্রী মৎস্য সম্পদ যোজনার মাধ্যমে আজ অনেককে চেক দেওয়া হয়েছে। এছাড়া জনজাতীয় ভাই-বোনদের জন্য আইস-বক্সসহ স্কুটির ব্যবস্থা করা হয়েছে যাতে তারা ব্যবসা আরও ভালো করতে পারেন। শুধুমাত্র আর্থিক সাহায্যই নয়, বৈজ্ঞানিক পদ্ধতিতে মৎস্য চাষের প্রশিক্ষণ দিয়ে মৎস্যজীবীদের দক্ষ করে তোলার ওপরও জোর দেওয়া হয়েছে। মন্ত্রীর এই উপস্থিতি এবং সরকারের এই জনকল্যাণমুখী প্রকল্পগুলো জেলার মৎস্যজীবীদের মধ্যে নতুন আশার আলো সঞ্চার করেছে। আধুনিক যন্ত্রপাতি ও সঠিক প্রশিক্ষণ কাজে লাগিয়ে আগামী দিনে শ্রীভূমি জেলা মাছ উৎপাদনে আরও এগিয়ে যাবে বলে আশা করা হচ্ছে। [8, 124, 1083, 210]
story-headline: গৌরব পত্নী এলিজাবেথের এখনও [54, 1008, 353, 1035]
story-kamakhya [409, 1275, 775, 1506]
story-paragraph: এদিকে, অসমের চল্লিশজনেরও বিশিষ্ট ব্যক্তি মুখ্যমন্ত্রী হিমন্তের বিরুদ্ধে ঘৃণাসূচক মন্তব্য করার অভিযোগে গৌহাটি হাইকোর্টের প্রধান বিচারপতিকে চিঠি দিলেন। হাইকোর্টকে নিজে থেকে এ ব্যাপারে মামলা দায়ের করার অনুরোধ জানান তাঁরা। অসম সাহিত্য সভার প্রাক্তন সভাপতি হীরেন গোহাঁই, প্রাক্তন পুলিশ মহানির্দেশক হরেকৃষ্ণ ডেকা, বিশিষ্ট সাংবাদিক পরেশ মালাকার, রাজ্যসভার সাংসদ অজিতকুমার ভূঞা প্রমুখ হাইকোর্টের প্রধান বিচারপতিকে পত্র দিয়ে মামলা দায়েরের আবেদন করেন। [798, 587, 1164, 684]
